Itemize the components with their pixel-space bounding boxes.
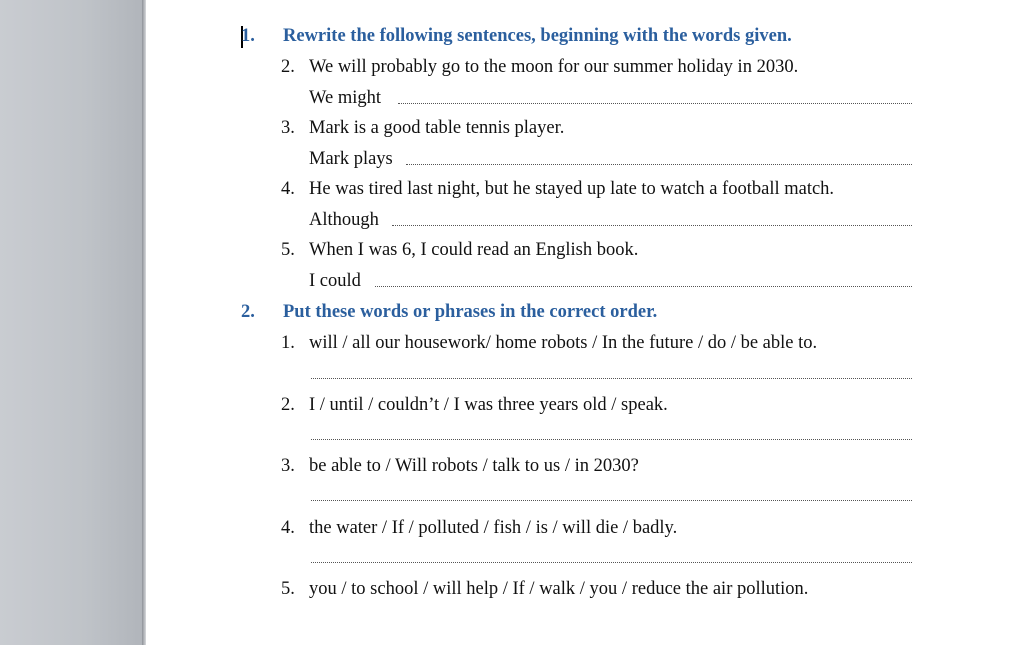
section1-number: 1.	[241, 26, 255, 46]
answer-prompt: We might	[309, 88, 381, 108]
item-number: 3.	[281, 456, 295, 476]
section2-title: Put these words or phrases in the correct order.	[283, 302, 658, 322]
answer-line[interactable]	[311, 378, 912, 379]
item-text: the water / If / polluted / fish / is / will die / badly.	[309, 518, 678, 538]
section2-number: 2.	[241, 302, 255, 322]
answer-prompt: Mark plays	[309, 149, 393, 169]
answer-line[interactable]	[311, 439, 912, 440]
item-text: you / to school / will help / If / walk / you / reduce the air pollution.	[309, 579, 809, 599]
item-number: 2.	[281, 395, 295, 415]
document-gutter	[0, 0, 142, 645]
item-number: 4.	[281, 518, 295, 538]
answer-line[interactable]	[398, 103, 912, 104]
item-text: I / until / couldn’t / I was three years old / speak.	[309, 395, 668, 415]
item-number: 2.	[281, 57, 295, 77]
item-text: be able to / Will robots / talk to us / in 2030?	[309, 456, 639, 476]
answer-prompt: Although	[309, 210, 379, 230]
answer-prompt: I could	[309, 271, 361, 291]
item-number: 1.	[281, 333, 295, 353]
answer-line[interactable]	[392, 225, 912, 226]
item-text: He was tired last night, but he stayed up late to watch a football match.	[309, 179, 835, 199]
answer-line[interactable]	[375, 286, 912, 287]
item-text: When I was 6, I could read an English book.	[309, 240, 639, 260]
section1-title: Rewrite the following sentences, beginning with the words given.	[283, 26, 792, 46]
item-text: Mark is a good table tennis player.	[309, 118, 565, 138]
item-text: will / all our housework/ home robots / In the future / do / be able to.	[309, 333, 818, 353]
answer-line[interactable]	[406, 164, 912, 165]
answer-line[interactable]	[311, 562, 912, 563]
answer-line[interactable]	[311, 500, 912, 501]
item-number: 4.	[281, 179, 295, 199]
item-number: 5.	[281, 240, 295, 260]
item-number: 5.	[281, 579, 295, 599]
item-text: We will probably go to the moon for our summer holiday in 2030.	[309, 57, 799, 77]
item-number: 3.	[281, 118, 295, 138]
